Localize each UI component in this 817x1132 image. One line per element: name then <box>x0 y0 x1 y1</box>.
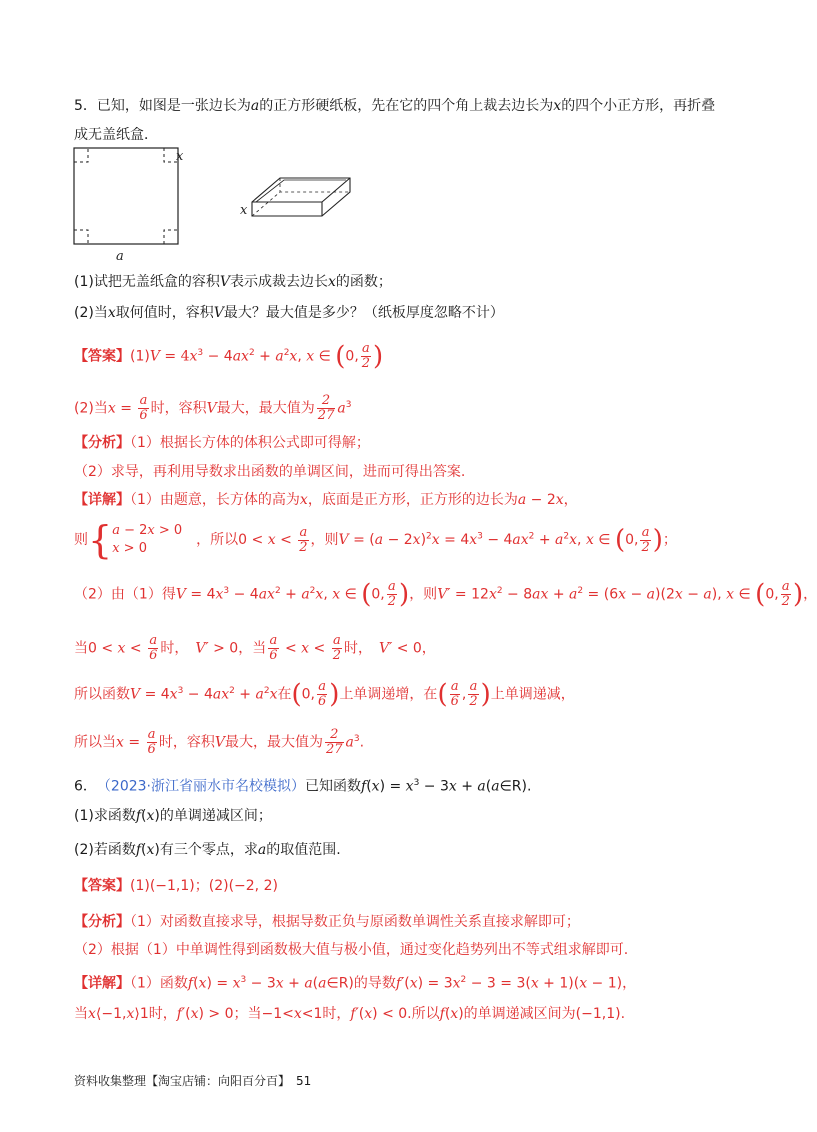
q6-sub2: (2)若函数f(x)有三个零点，求a的取值范围. <box>74 842 341 858</box>
square-label-a: a <box>116 249 124 264</box>
q5-detail2: 则{a − 2x > 0 x > 0 ，所以0 < x < $\frac{a}{2}$ ，则$V = (a - 2x)^2x = 4x^3 - 4ax^2 + a^2x$, x ∈ (0, $\frac{a}{2}$ )； <box>74 518 677 562</box>
q6-detail2: 当x⟨−1,x⟩1时，f′(x) > 0；当−1<x<1时，f′(x) < 0.所以f(x)的单调递减区间为(−1,1). <box>74 1006 626 1022</box>
q5-detail5: 所以函数$V = 4x^3 - 4ax^2 + a^2x$在(0, $\frac{a}{6}$ )上单调递增，在( $\frac{a}{6}$ , $\frac{a}{2}$ )上单调递减， <box>74 679 575 710</box>
q5-detail6: 所以当x = $\frac{a}{6}$ 时，容积V最大，最大值为 $\frac{2}{27}$ $a^3$. <box>74 727 365 757</box>
q5-figure <box>64 140 364 265</box>
q5-sub1: (1)试把无盖纸盒的容积V表示成裁去边长x的函数； <box>74 274 392 290</box>
q6-detail1: 【详解】（1）函数$f(x) = x^3 - 3x$ + a(a∈R)的导数$f'(x) = 3x^2 - 3 = 3(x + 1)(x - 1)$， <box>74 975 637 992</box>
q5-stem-line1: 5．已知，如图是一张边长为a的正方形硬纸板，先在它的四个角上裁去边长为x的四个小正方形，再折叠 <box>74 98 716 114</box>
q5-sub2: (2)当x取何值时，容积V最大？最大值是多少？（纸板厚度忽略不计） <box>74 305 504 321</box>
q6-analysis1: 【分析】（1）对函数直接求导，根据导数正负与原函数单调性关系直接求解即可； <box>74 914 580 930</box>
square-label-x: x <box>176 149 184 164</box>
q6-answer: 【答案】(1)(−1,1)；(2)(−2, 2) <box>74 878 278 894</box>
q5-detail3: （2）由（1）得$V = 4x^3 - 4ax^2 + a^2x$, x ∈ (0, $\frac{a}{2}$ )，则$V' = 12x^2 - 8ax + a^2 = (6x - a)(2x - a)$, x ∈ (0, $\frac{a}{2}$ )， <box>74 579 817 610</box>
q6-sub1: (1)求函数f(x)的单调递减区间； <box>74 808 272 824</box>
q5-answer1: 【答案】$(1)V = 4x^3 - 4ax^2 + a^2x$, x ∈ (0, $\frac{a}{2}$ ) <box>74 341 384 372</box>
q6-analysis2: （2）根据（1）中单调性得到函数极大值与极小值，通过变化趋势列出不等式组求解即可. <box>74 942 629 958</box>
flat-square-diagram <box>74 148 184 264</box>
q5-stem-line2: 成无盖纸盒． <box>74 127 158 143</box>
q5-analysis2: （2）求导，再利用导数求出函数的单调区间，进而可得出答案. <box>74 464 466 480</box>
box-label-x: x <box>240 203 248 218</box>
q5-detail1: 【详解】（1）由题意，长方体的高为x，底面是正方形，正方形的边长为a − 2x， <box>74 492 578 508</box>
page-footer: 资料收集整理【淘宝店铺：向阳百分百】 51 <box>74 1074 312 1088</box>
box-diagram <box>252 178 350 216</box>
q5-detail4: 当0 < x < $\frac{a}{6}$ 时， V′ > 0，当 $\frac{a}{6}$ < x < $\frac{a}{2}$ 时， V′ < 0， <box>74 633 436 663</box>
q5-analysis1: 【分析】（1）根据长方体的体积公式即可得解； <box>74 435 370 451</box>
q6-stem: 6． （2023·浙江省丽水市名校模拟）已知函数$f(x) = x^3 - 3x$ + a(a∈R). <box>74 778 532 795</box>
q6-source: （2023·浙江省丽水市名校模拟） <box>103 778 306 795</box>
q5-answer2: (2)当x = $\frac{a}{6}$ 时，容积V最大，最大值为 $\frac{2}{27}$ $a^3$ <box>74 393 352 423</box>
